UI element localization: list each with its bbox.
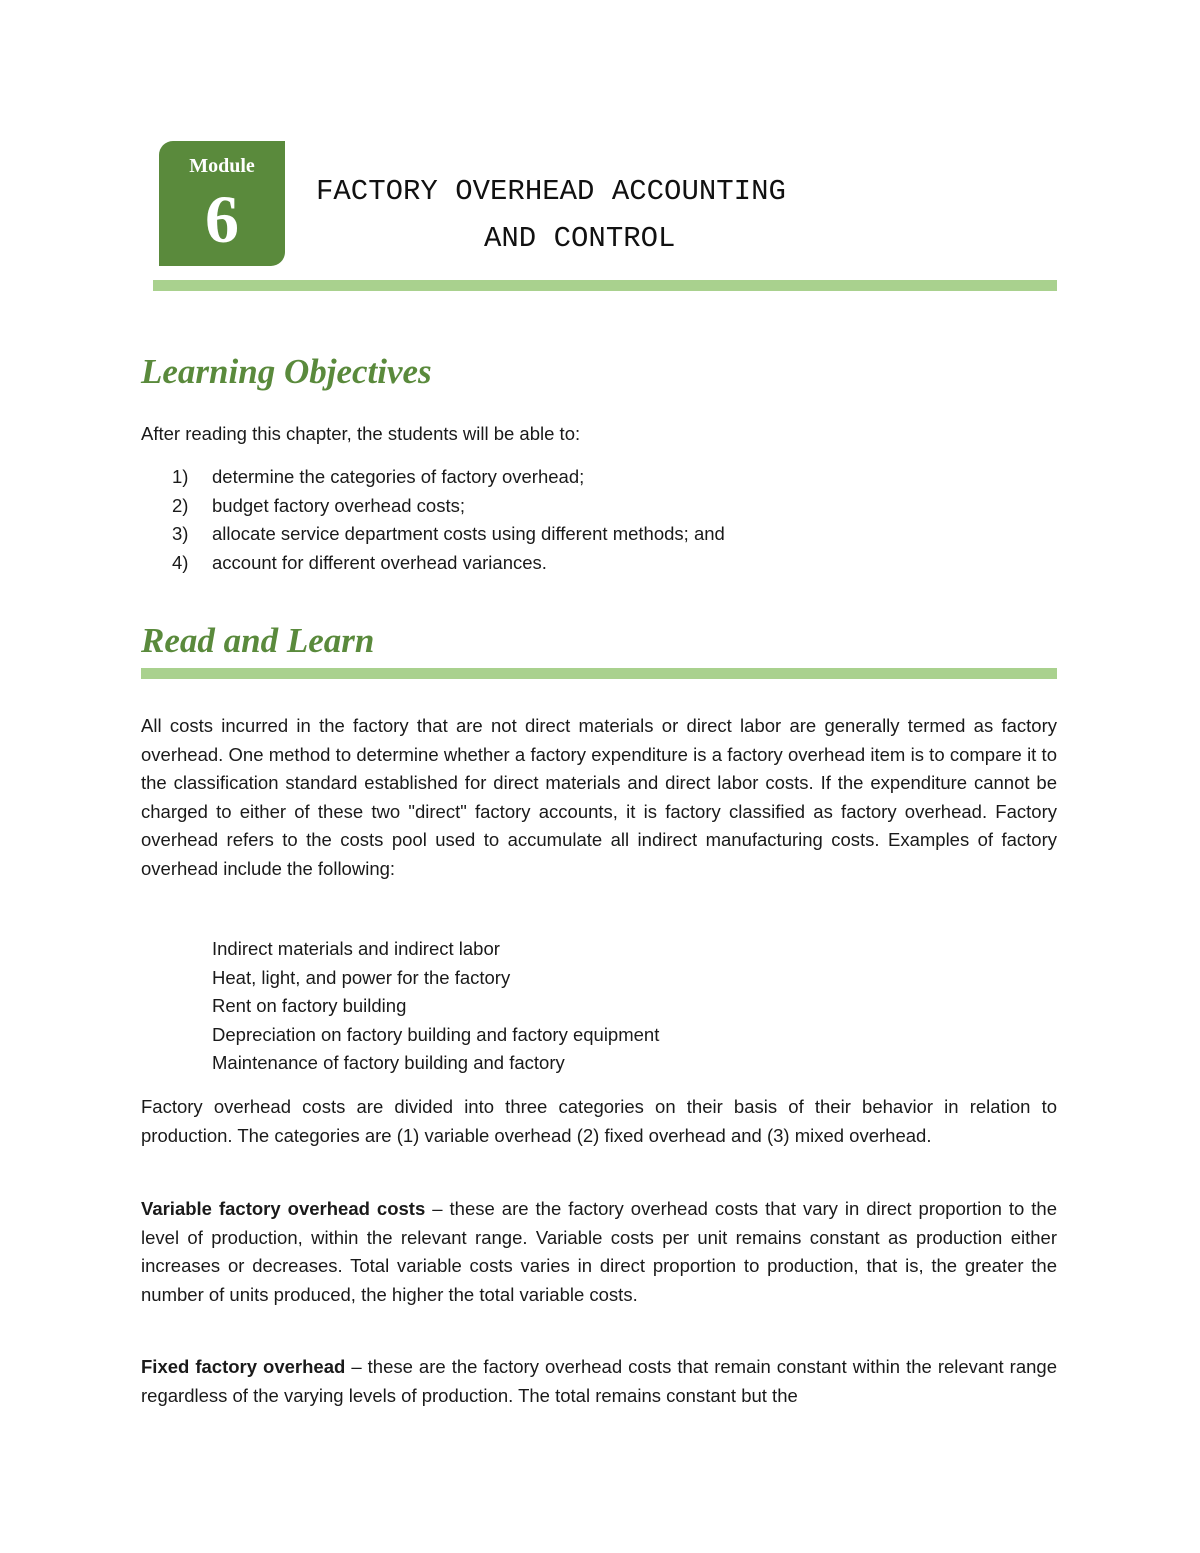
module-number: 6	[205, 181, 239, 257]
list-item-number: 2)	[172, 494, 189, 516]
variable-overhead-paragraph	[141, 1195, 1057, 1309]
list-item	[172, 520, 725, 549]
list-item: Heat, light, and power for the factory	[212, 966, 511, 988]
list-item-number: 1)	[172, 466, 189, 487]
section-divider	[141, 668, 1057, 679]
list-item: Maintenance of factory building and factory	[212, 1052, 565, 1074]
list-item: Indirect materials and indirect labor	[212, 938, 500, 959]
list-item-text: determine the categories of factory overhead;	[212, 466, 585, 487]
fixed-overhead-paragraph	[141, 1353, 1057, 1410]
list-item	[172, 492, 725, 521]
list-item: Depreciation on factory building and factory equipment	[212, 1023, 660, 1045]
list-item	[172, 549, 725, 578]
page-title-line-2: AND CONTROL	[484, 222, 676, 255]
list-item: Rent on factory building	[212, 995, 407, 1017]
learning-objectives-heading: Learning Objectives	[141, 352, 432, 391]
list-item-text: account for different overhead variances.	[212, 551, 547, 573]
objectives-list	[172, 463, 725, 577]
fixed-overhead-text: – these are the factory overhead costs that remain constant within the relevant range regardless of the varying levels of production. The total remains constant but the	[141, 1356, 1057, 1406]
overhead-definition-paragraph: All costs incurred in the factory that are not direct materials or direct labor are generally termed as factory overhead. One method to determine whether a factory expenditure is a factory overhead item is to compare it to the classification standard established for direct materials and direct labor costs. If the expenditure cannot be charged to either of these two "direct" factory accounts, it is factory classified as factory overhead. Factory overhead refers to the costs pool used to accumulate all indirect manufacturing costs. Examples of factory overhead include the following:	[141, 715, 1057, 879]
read-and-learn-heading: Read and Learn	[141, 621, 375, 660]
list-item-text: budget factory overhead costs;	[212, 494, 465, 516]
variable-overhead-term: Variable factory overhead costs	[141, 1198, 426, 1219]
module-label: Module	[189, 155, 255, 177]
categories-paragraph: Factory overhead costs are divided into three categories on their basis of their behavior in relation to production. The categories are (1) variable overhead (2) fixed overhead and (3) mixed overhead.	[141, 1096, 1057, 1146]
list-item-number: 4)	[172, 551, 189, 573]
list-item-number: 3)	[172, 523, 189, 544]
title-divider	[153, 280, 1057, 291]
objectives-intro: After reading this chapter, the students will be able to:	[141, 423, 581, 444]
list-item-text: allocate service department costs using different methods; and	[212, 523, 725, 544]
module-badge	[159, 141, 285, 266]
page-title-line-1: FACTORY OVERHEAD ACCOUNTING	[316, 175, 786, 208]
overhead-examples-list	[212, 935, 659, 1078]
variable-overhead-text: – these are the factory overhead costs that vary in direct proportion to the level of production, within the relevant range. Variable costs per unit remains constant as production either increases or decreases. Total variable costs varies in direct proportion to production, that is, the greater the number of units produced, the higher the total variable costs.	[141, 1198, 1058, 1305]
list-item	[172, 463, 725, 492]
fixed-overhead-term: Fixed factory overhead	[141, 1356, 346, 1377]
